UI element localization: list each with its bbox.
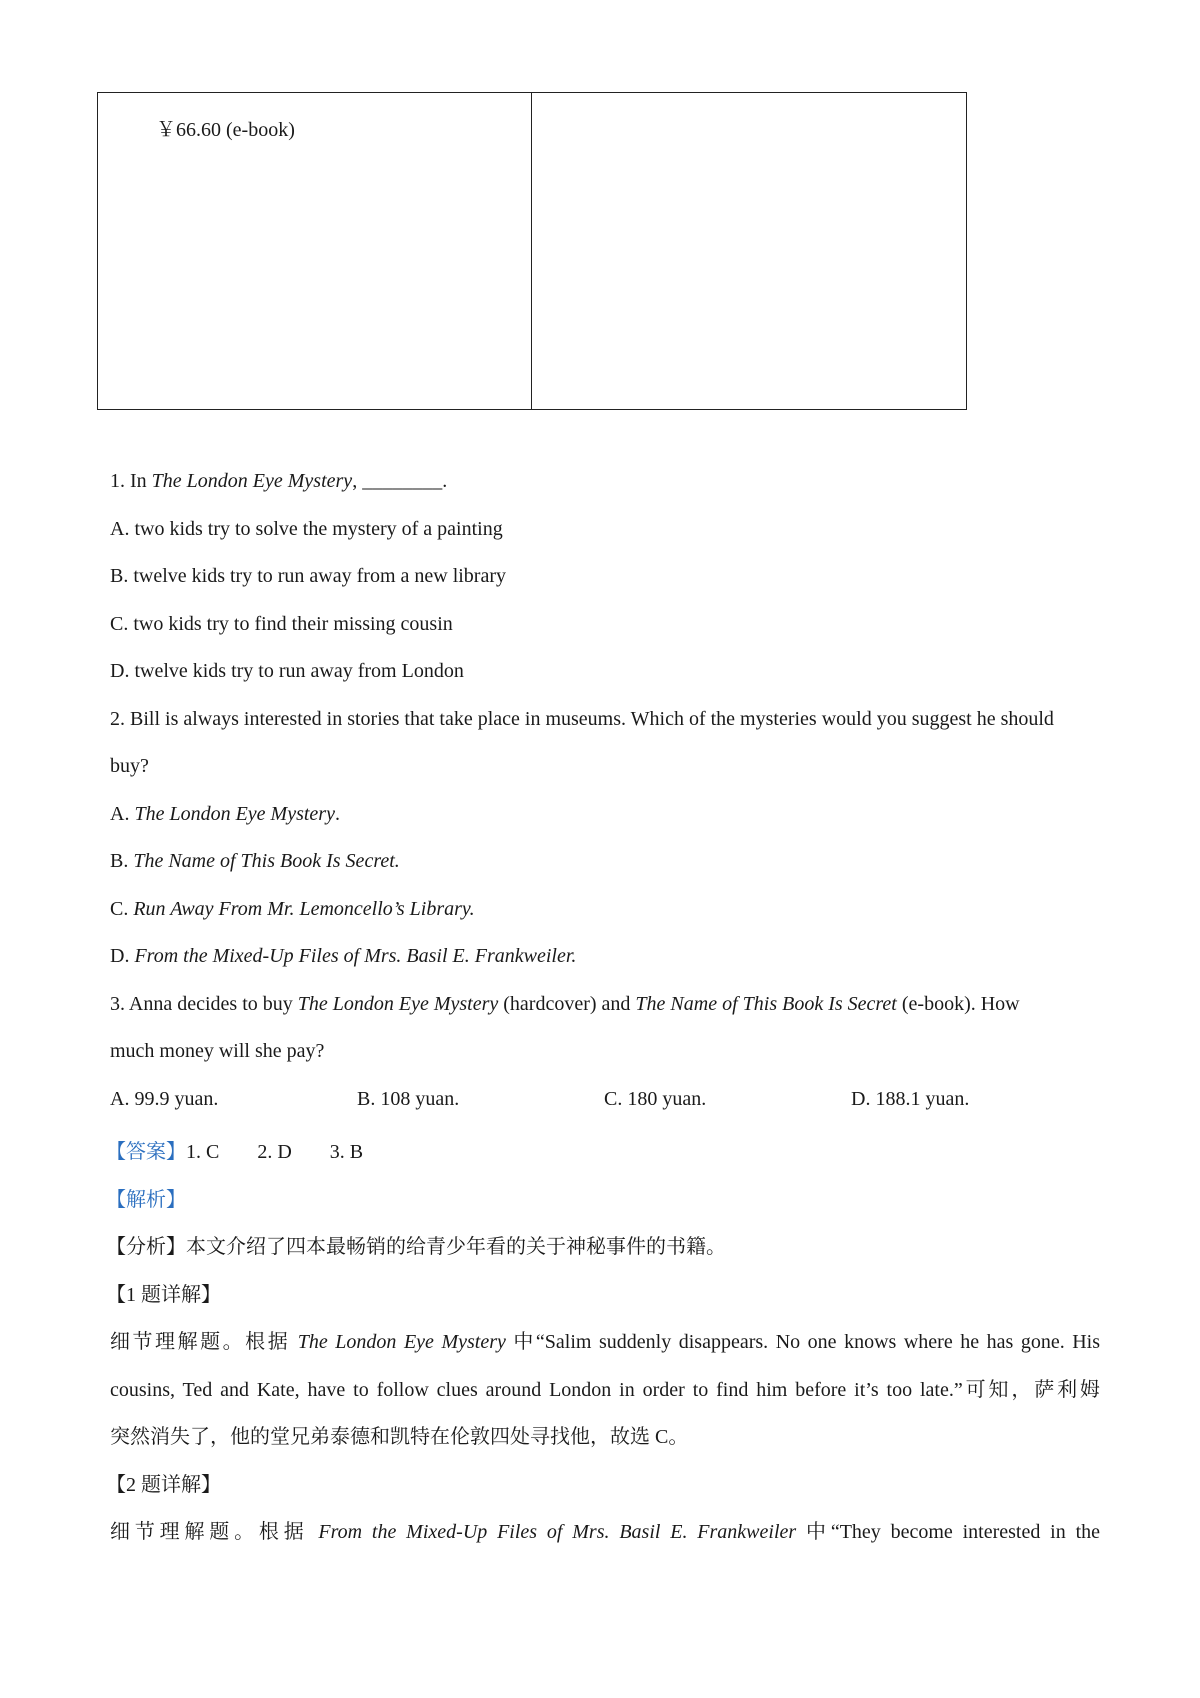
q2-option-a-title: The London Eye Mystery (134, 803, 335, 825)
detail2-line1 (110, 1515, 1100, 1544)
summary-line (106, 1230, 726, 1259)
price-text: ￥66.60 (e-book) (156, 119, 295, 141)
price-table (97, 92, 967, 410)
q2-option-b-title: The Name of This Book Is Secret. (133, 850, 400, 872)
analysis-label: 【解析】 (106, 1189, 186, 1211)
q2-option-c (110, 898, 475, 921)
detail1-line2: cousins, Ted and Kate, have to follow clues around London in order to find him before it’s too late.”可知，萨利姆 (110, 1379, 1100, 1401)
q1-option-d: D. twelve kids try to run away from London (110, 660, 464, 682)
q3-stem-line2: much money will she pay? (110, 1040, 325, 1062)
q2-option-d-title: From the Mixed-Up Files of Mrs. Basil E. Frankweiler. (134, 945, 577, 967)
detail1-heading: 【1 题详解】 (106, 1284, 221, 1306)
detail2-line1-post: 中“They become interested in the (796, 1521, 1100, 1543)
q3-stem-part2: (hardcover) and (498, 993, 636, 1015)
q1-option-a: A. two kids try to solve the mystery of a painting (110, 518, 503, 540)
q2-option-b (110, 850, 400, 873)
detail1-line1-title: The London Eye Mystery (297, 1331, 506, 1353)
detail1-line1-post: 中“Salim suddenly disappears. No one knows where he has gone. His (505, 1331, 1101, 1353)
detail2-line1-pre: 细节理解题。根据 (110, 1521, 319, 1543)
detail1-line3: 突然消失了，他的堂兄弟泰德和凯特在伦敦四处寻找他，故选 C。 (110, 1426, 689, 1448)
q3-stem-title2: The Name of This Book Is Secret (635, 993, 897, 1015)
answer-label: 【答案】 (106, 1141, 186, 1163)
answer-line (106, 1135, 363, 1164)
q3-option-a: A. 99.9 yuan. (110, 1088, 219, 1110)
detail2-line1-title: From the Mixed-Up Files of Mrs. Basil E. Frankweiler (318, 1521, 797, 1543)
answer-2: 2. D (257, 1141, 292, 1163)
summary-text: 本文介绍了四本最畅销的给青少年看的关于神秘事件的书籍。 (186, 1236, 726, 1258)
q2-option-d-letter: D. (110, 945, 135, 967)
q3-stem-title1: The London Eye Mystery (297, 993, 499, 1015)
q3-option-d: D. 188.1 yuan. (851, 1088, 970, 1110)
q1-option-c: C. two kids try to find their missing cousin (110, 613, 453, 635)
q1-option-b: B. twelve kids try to run away from a new library (110, 565, 507, 587)
q2-stem-line2: buy? (110, 755, 149, 777)
q3-stem-part3: (e-book). How (896, 993, 1020, 1015)
q2-option-a-letter: A. (110, 803, 135, 825)
q3-stem-line1 (110, 993, 1020, 1016)
detail2-heading: 【2 题详解】 (106, 1474, 221, 1496)
q3-option-c: C. 180 yuan. (604, 1088, 707, 1110)
answer-1: 1. C (186, 1141, 220, 1163)
answer-3: 3. B (329, 1141, 364, 1163)
q2-option-a-end: . (334, 803, 340, 825)
q1-stem-prefix: 1. In (110, 470, 152, 492)
detail1-line1 (110, 1325, 1100, 1354)
q1-stem-title: The London Eye Mystery (151, 470, 353, 492)
detail1-line1-pre: 细节理解题。根据 (110, 1331, 298, 1353)
q2-option-c-letter: C. (110, 898, 134, 920)
empty-cell (532, 93, 966, 409)
q1-stem (110, 470, 447, 493)
q3-stem-part1: 3. Anna decides to buy (110, 993, 298, 1015)
summary-label: 【分析】 (106, 1236, 186, 1258)
q3-option-b: B. 108 yuan. (357, 1088, 460, 1110)
q2-option-b-letter: B. (110, 850, 134, 872)
q2-stem-line1: 2. Bill is always interested in stories that take place in museums. Which of the mysteries would you suggest he should (110, 708, 1054, 730)
q2-option-a (110, 803, 340, 826)
q2-option-d (110, 945, 576, 968)
q2-option-c-title: Run Away From Mr. Lemoncello’s Library. (133, 898, 475, 920)
price-cell (98, 93, 532, 409)
q1-stem-suffix: , ________. (352, 470, 448, 492)
